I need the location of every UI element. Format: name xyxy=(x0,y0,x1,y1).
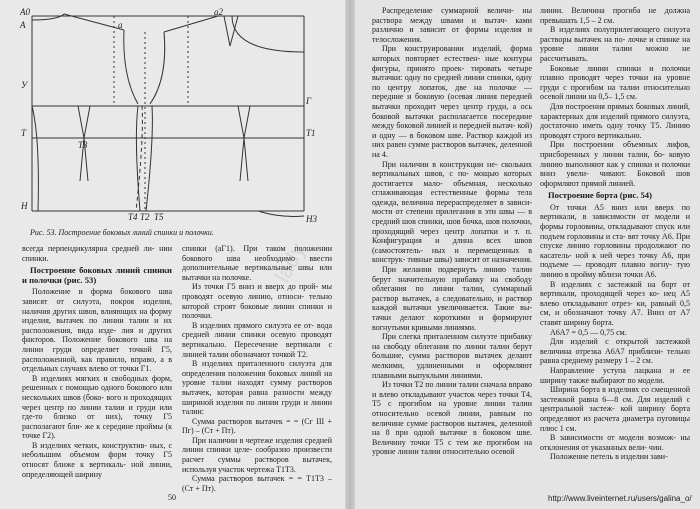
book-gutter xyxy=(345,0,355,509)
paragraph: всегда перпендикулярна средней ли- нии спинки. xyxy=(22,244,172,263)
label-t5: Т5 xyxy=(154,212,164,222)
label-t2: Т2 xyxy=(140,212,150,222)
paragraph: При наличии в чертеже изделия средней линии спинки целе- сообразно произвести расчет суммы растворов вытачек, используя участок чертежа Т1Т3. xyxy=(182,435,332,474)
label-t4: Т4 xyxy=(128,212,138,222)
paragraph: Положение петель в изделии зави- xyxy=(550,452,668,462)
faint-watermark: lady xyxy=(269,239,311,287)
paragraph: Ширина борта в изделиях со смещенной застежкой равна 6—8 см. Для изделий с центральной застеж- кой ширину борта определяют из расчета диаметра пуговицы плюс 1 см. xyxy=(540,385,690,433)
paragraph: спинки (аГ1). При таком положении бокового шва необходимо ввести дополнительные вертикальные швы или вытачки на полочке. xyxy=(182,244,332,282)
label-g: Г xyxy=(306,96,312,106)
paragraph: В зависимости от модели возмож- ны отклонения от указанных вели- чин. xyxy=(540,433,690,452)
paragraph: Для построения прямых боковых линий, характерных для изделий прямого силуэта, достаточно иметь одну точку Т5. Линию проводят строго вертикально. xyxy=(540,101,690,140)
paragraph: В изделиях прямого силуэта ее от- вода средней линии спинки осевую проводят вертикально. Пересечение вертикали с линией талии обозначают точкой Т2. xyxy=(182,320,332,359)
label-t1: Т1 xyxy=(306,128,316,138)
label-a: А xyxy=(20,20,26,30)
paragraph: Из точки Т2 по линии талии сначала вправо и влево откладывают участок через точки Т4, Т5 с прогибом на уровне линии талии относительно осевой линии, равным по величине сумме растворов вытачек, деленной на 8 при одной вытачке в боковом шве. Величину точки Т5 с тем же прогибом на уровне линии талии относительно осевой xyxy=(372,380,532,457)
pattern-drawing-figure-53 xyxy=(18,6,318,226)
paragraph: Положение и форма бокового шва зависят от силуэта, покроя изделия, наличия других швов, влияющих на форму изделия, вытачек по линии талии и их расположения, вида изде- лия и других факторов. Положение бокового шва на линии груди определяет точкой Г5, расположенной, как правило, вправо, а в отдельных случаях влево от точки Г1. xyxy=(22,287,172,374)
source-watermark: http://www.liveinternet.ru/users/galina_o/ xyxy=(548,494,692,503)
paragraph: Боковые линии спинки и полочки плавно проводят через точки на уровне груди с прогибом на талии относительно осевой линии на 0,5– 1,5 см. xyxy=(540,63,690,102)
right-column-2 xyxy=(540,6,690,462)
paragraph: Распределение суммарной величи- ны раствора между швами и вытач- ками различно и зависит от формы изделия и телосложения. xyxy=(372,6,532,44)
label-t3: Т3 xyxy=(78,140,88,150)
label-a-small: а xyxy=(118,20,123,30)
paragraph: А6А7 = 0,5 — 0,75 см. xyxy=(550,327,627,337)
page-number: 50 xyxy=(168,493,176,502)
paragraph: Из точки Г5 вниз и вверх до прой- мы проводят осевую линию, относи- тельно которой строят боковые линии спинки и полочки. xyxy=(182,282,332,321)
paragraph: При наличии в конструкции не- скольких вертикальных швов, с по- мощью которых достигается мало- объемная, несколько сглаживающая естественные формы тела одежда, величина перераспределяет в зависи- мости от степени прилегания в эти швы — в средний шов спинки, шов бочка, шов полочки, проходящий через центр лопатки и т. п. Конфигурация и длина всех швов (самостоятель- ных и перемещенных в конструк- тивные швы) зависит от назначения. xyxy=(372,159,532,265)
paragraph: При желании подвернуть линию талии берут значительную прибавку на свободу облегания по линии талии, суммарный раствор вытачек, а следовательно, и раствор каждой вытачки увеличивается. Такие вы- тачки делают короткими и формируют вогнутыми кривыми линиями. xyxy=(372,265,532,332)
paragraph: Сумма растворов вытачек = = (Сг III + Пг) – (Ст + Пт). xyxy=(182,416,332,436)
paragraph: Для изделий с открытой застежкой величина отрезка А6А7 приблизи- тельно равна среднему размеру 1 – 2 см. xyxy=(540,337,690,366)
paragraph: При слегка приталенном силуэте прибавку на свободу облегания по линии талии берут большие, сумма растворов вытачек делают мелкими, удлиненными и оформляют плавными выпуклыми линиями. xyxy=(372,332,532,380)
figure-caption: Рис. 53. Построение боковых линий спинки и полочки. xyxy=(30,228,214,237)
right-column-1 xyxy=(372,6,532,457)
paragraph: Направление уступа лацкана и ее ширину также выбирают по модели. xyxy=(540,365,690,385)
left-column-2 xyxy=(182,244,332,493)
label-h3: Н3 xyxy=(306,214,317,224)
left-column-1 xyxy=(22,244,172,479)
paragraph: В изделиях полуприлегающего силуэта растворы вытачек на по- лочке и спинке на уровне линии талии можно не рассчитывать. xyxy=(540,25,690,63)
paragraph: От точки А5 вниз или вверх по вертикали, в зависимости от модели и формы горловины, откладывают спуск или подъем горловины и ста- вят точку А6. При спуске линию горловины продолжают по касатель- ной к ней через точку А6, при подъеме — проводят плавно вогну- тую линию в пройму вблизи точки А6. xyxy=(540,202,690,280)
label-h: Н xyxy=(21,201,28,211)
label-u: У xyxy=(21,80,28,90)
paragraph: В изделиях приталенного силуэта для определения положения боковых линий на уровне талии находят сумму растворов вытачек, которая равна разности между шириной изделия по линии груди и линии талии: xyxy=(182,359,332,417)
label-a0: А0 xyxy=(20,7,30,17)
paragraph: Сумма растворов вытачек = = Т1Т3 – (Ст + Пт). xyxy=(182,474,332,493)
paragraph: При построении объемных лифов, присборенных у линии талии, бо- ковую линию выполняют как у спинки и полочки вниз увели- чивают. Боковой шов оформляют прямой линией. xyxy=(540,140,690,188)
paragraph: В изделиях четких, конструктив- ных, с небольшим объемом форм точку Г5 относят ближе к вертикаль- ной линии, определяющей ширину xyxy=(22,440,172,479)
paragraph: В изделиях с застежкой на борт от вертикали, проходящей через ко- нец А5 влево откладывают отрез- ки, равный 0,5 см, и обозначают точку А7. Вниз от А7 ставят ширину борта. xyxy=(540,279,690,327)
section-heading: Построение борта (рис. 54) xyxy=(548,190,652,201)
section-heading: Построение боковых линий спинки и полочки (рис. 53) xyxy=(22,265,172,285)
label-a2: а2 xyxy=(214,7,223,17)
paragraph: линии. Величина прогиба не должна превышать 1,5 – 2 см. xyxy=(540,6,690,25)
paragraph: При конструировании изделий, форма которых повторяет естествен- ные контуры фигуры, принято проек- тировать четыре вытачки: одну по средней линии спинки, одну по центру лопаток, две на полочке — передние и боковую (осевая линия передней вытачки проходит через центр груди, а ось боковой вытачки располагается посередине между боковой линией и передней вытач- кой) и одну — в боковом шве. Раствор каждой из них равен сумме растворов вытачек, деленной на 4. xyxy=(372,44,532,159)
paragraph: В изделиях мягких и свободных форм, решенных с помощью одного бокового или нескольких швов (боко- вого и проходящих через центр по линии талии и груди или где-то близко от них), точку Г5 располагают бли- же к середине проймы (к точке Г2). xyxy=(22,373,172,441)
label-t: Т xyxy=(21,128,27,138)
